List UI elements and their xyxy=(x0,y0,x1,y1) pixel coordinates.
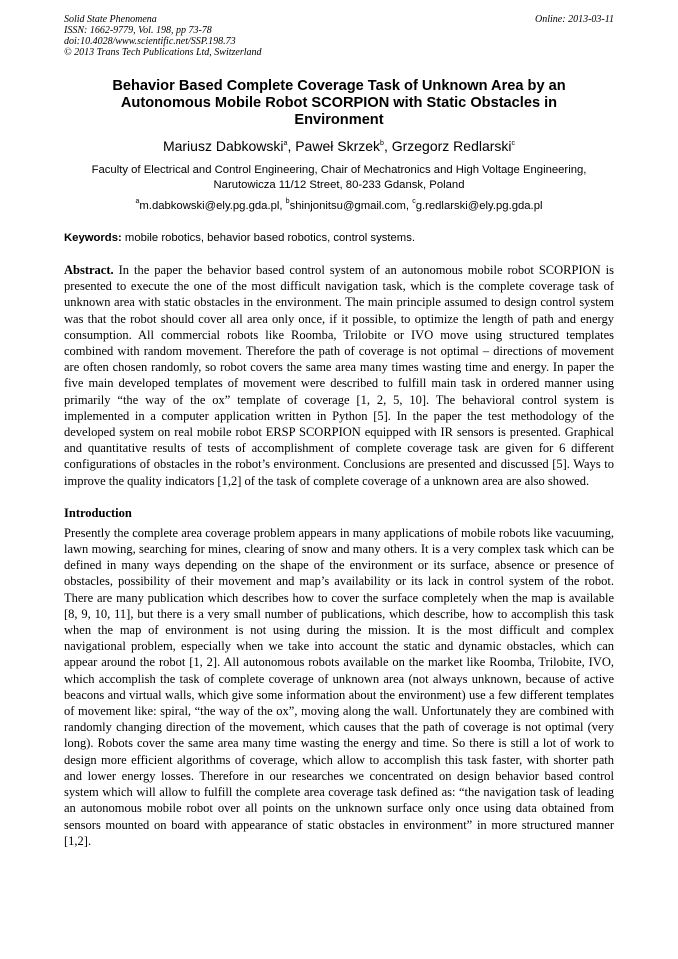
keywords-text: mobile robotics, behavior based robotics, control systems. xyxy=(121,232,415,244)
email-separator: , xyxy=(405,200,413,212)
abstract-label: Abstract. xyxy=(64,263,114,277)
author-separator: , xyxy=(287,138,296,154)
email-address[interactable]: g.redlarski@ely.pg.gda.pl xyxy=(415,200,543,212)
copyright-line: © 2013 Trans Tech Publications Ltd, Switzerland xyxy=(64,47,262,58)
introduction-text: Presently the complete area coverage problem appears in many applications of mobile robots like vacuuming, lawn mowing, searching for mines, clearing of snow and many others. It is a very complex task which can be defined in many ways depending on the shape of the environment or its surface, absence or presence of obstacles, possibility of their movement and map’s availability or its lack in control system of the robot. There are many publication which describes how to cover the surface completely when the map is available [8, 9, 10, 11], but there is a very small number of publications, which describe, how to accomplish this task when the map of environment is not using during the mission. It is the most difficult and complex navigational problem, especially when we take into account the static and dynamic obstacles, which can appear around the robot [1, 2]. All autonomous robots available on the market like Roomba, Trilobite, IVO, which accomplish the task of complete coverage of unknown area (not always unknown, because of active beacons and virtual walls, which give some information about the environment) use a few different templates of movement like: spiral, “the way of the ox”, moving along the wall. Unfortunately they are combined with randomly changing direction of the movement, which causes that the path of coverage is not optimal (very long). Robots cover the same area many time wasting the energy and time. So there is still a lot of work to design more efficient algorithms of coverage, which allow to accomplish this task faster, with shorter path and lower energy losses. Therefore in our researches we concentrated on design behavior based control system which will allow to fulfill the complete area coverage task defined as: “the navigation task of leading an autonomous mobile robot over all points on the unknown surface only once using data obtained from sensors mounted on board with appearance of static obstacles in environment” in more structured manner [1,2]. xyxy=(64,525,614,848)
author-name: Mariusz Dabkowski xyxy=(162,138,284,154)
keywords-label: Keywords: xyxy=(64,232,122,244)
email-list xyxy=(64,199,614,214)
affiliation: Faculty of Electrical and Control Engineering, Chair of Mechatronics and High Voltage Engineering, Narutowicza 11/12 Street, 80-233 Gdansk, Poland xyxy=(91,164,587,191)
keywords xyxy=(64,231,614,245)
author-list xyxy=(64,138,614,155)
email-mark: a xyxy=(135,198,140,205)
introduction-heading: Introduction xyxy=(64,505,132,520)
paper-title: Behavior Based Complete Coverage Task of Unknown Area by an Autonomous Mobile Robot SCORPION with Static Obstacles in Environment xyxy=(112,78,566,128)
online-date: Online: 2013-03-11 xyxy=(535,14,614,25)
author-name: Paweł Skrzek xyxy=(295,138,381,154)
email-mark: b xyxy=(285,198,290,205)
author-separator: , xyxy=(383,138,392,154)
issn-line: ISSN: 1662-9779, Vol. 198, pp 73-78 xyxy=(64,25,212,36)
doi-line[interactable]: doi:10.4028/www.scientific.net/SSP.198.73 xyxy=(64,36,236,47)
author-affiliation-mark: b xyxy=(380,140,384,147)
author-affiliation-mark: a xyxy=(283,140,288,147)
journal-name: Solid State Phenomena xyxy=(64,14,157,25)
author-name: Grzegorz Redlarski xyxy=(391,138,512,154)
email-mark: c xyxy=(412,198,416,205)
author-affiliation-mark: c xyxy=(511,140,516,147)
abstract-text: In the paper the behavior based control system of an autonomous mobile robot SCORPION is presented to execute the one of the most difficult navigation task, which is the complete coverage task of unknown area with static obstacles in the environment. The main principle assumed to design control system was that the robot should cover all area only once, if it possible, to optimize the length of path and energy consumption. All commercial robots like Roomba, Trilobite or IVO move using structured templates combined with random movement. Therefore the path of coverage is not optimal – directions of movement are often chosen randomly, so robot covers the same area many times wasting time and energy. In paper the five main developed templates of movement were described to fulfill main task in ordered manner using primarily “the way of the ox” template of coverage [1, 2, 5, 10]. The behavioral control system is implemented in a computer application written in Python [5]. In the paper the test methodology of the developed system on real mobile robot ERSP SCORPION equipped with IR sensors is presented. Graphical and quantitative results of tests of accomplishment of complete coverage task are given for 6 different configurations of obstacles in the robot’s environment. Conclusions are presented and discussed [5]. Ways to improve the quality indicators [1,2] of the task of complete coverage of a unknown area are also showed. xyxy=(64,263,614,488)
email-address[interactable]: shinjonitsu@gmail.com xyxy=(289,200,406,212)
email-address[interactable]: m.dabkowski@ely.pg.gda.pl xyxy=(139,200,280,212)
journal-header xyxy=(64,14,614,58)
abstract xyxy=(64,262,614,489)
email-separator: , xyxy=(279,200,286,212)
